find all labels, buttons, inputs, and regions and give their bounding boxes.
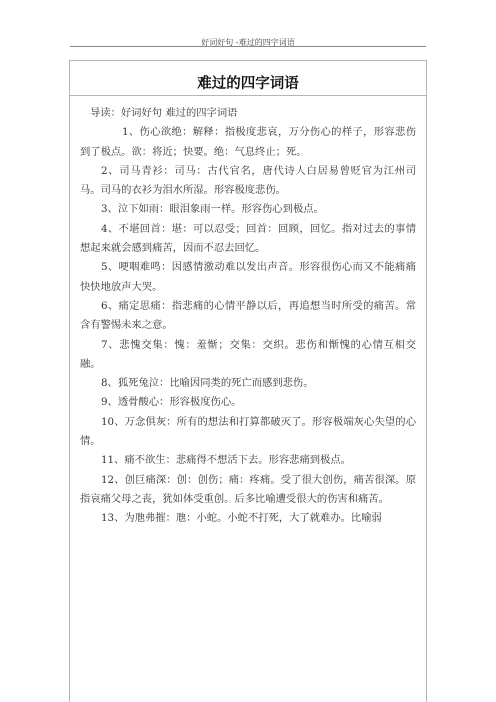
list-item: 3、泣下如雨：眼泪象雨一样。形容伤心到极点。 xyxy=(101,203,324,216)
list-item: 7、悲愧交集：愧：羞惭；交集：交织。悲伤和惭愧的心情互相交融。 xyxy=(80,338,416,370)
page-header xyxy=(0,0,496,48)
list-item: 2、司马青衫：司马：古代官名，唐代诗人白居易曾贬官为江州司马。司马的衣衫为泪水所湿。形容极度悲伤。 xyxy=(80,164,416,197)
list-item: 11、痛不欲生：悲痛得不想活下去。形容悲痛到极点。 xyxy=(101,454,351,467)
list-item: 1、伤心欲绝：解释：指极度悲哀，万分伤心的样子，形容悲伤到了极点。欲：将近；快要。绝：气息终止；死。 xyxy=(80,126,416,158)
header-text: 好词好句 -难过的四字词语 xyxy=(201,38,295,47)
list-item: 8、狐死兔泣：比喻因同类的死亡而感到悲伤。 xyxy=(101,377,314,390)
list-item: 4、不堪回首：堪：可以忍受；回首：回顾，回忆。指对过去的事情想起来就会感到痛苦，因而不忍去回忆。 xyxy=(80,222,416,255)
list-item: 12、创巨痛深：创：创伤；痛：疼痛。受了很大创伤，痛苦很深。原指哀痛父母之丧，犹如体受重创。后多比喻遭受很大的伤害和痛苦。 xyxy=(80,473,416,505)
intro-paragraph: 导读：好词好句 难过的四字词语 xyxy=(90,107,238,119)
list-item: 9、透骨酸心：形容极度伤心。 xyxy=(101,396,242,409)
list-item: 5、哽咽难鸣：因感情激动难以发出声音。形容很伤心而又不能痛痛快快地放声大哭。 xyxy=(80,261,416,293)
title-divider xyxy=(69,95,427,96)
document-title: 难过的四字词语 xyxy=(197,76,299,92)
document-body xyxy=(80,104,416,529)
list-item: 10、万念俱灰：所有的想法和打算都破灭了。形容极端灰心失望的心情。 xyxy=(80,415,416,448)
list-item: 13、为虺弗摧：虺：小蛇。小蛇不打死，大了就难办。比喻弱 xyxy=(101,512,382,525)
header-divider xyxy=(70,46,426,47)
list-item: 6、痛定思痛：指悲痛的心情平静以后，再追想当时所受的痛苦。常含有警惕未来之意。 xyxy=(80,299,416,332)
